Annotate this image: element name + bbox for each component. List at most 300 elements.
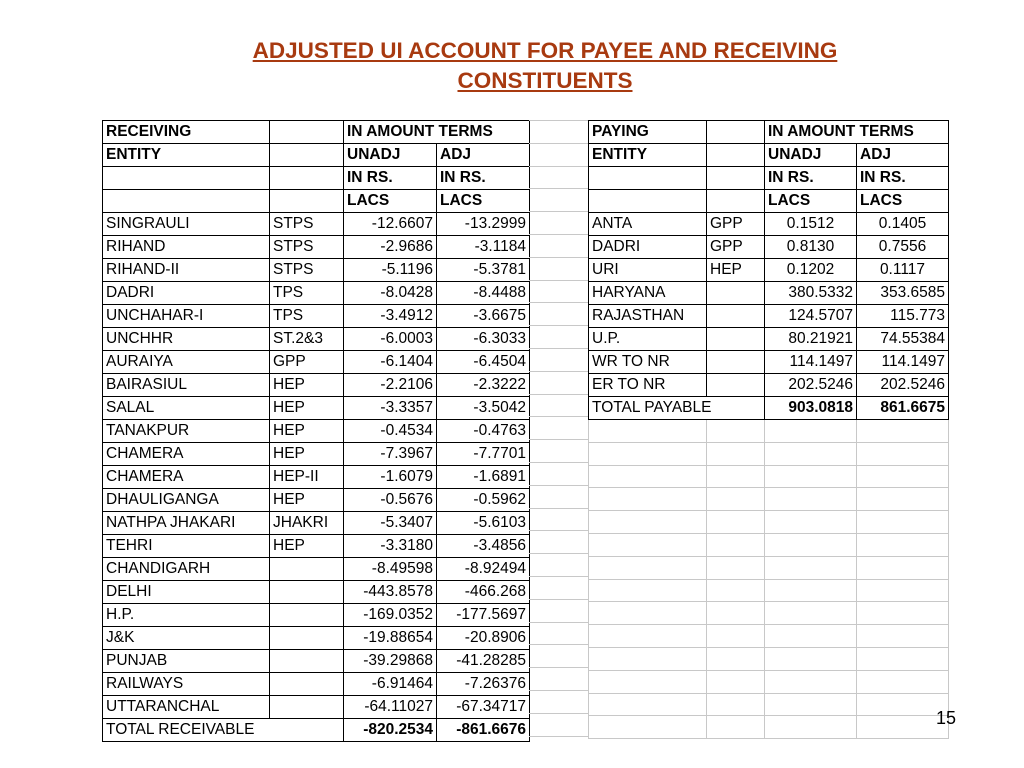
empty-cell xyxy=(589,716,707,739)
gap-row xyxy=(529,645,588,668)
total-adj: -861.6676 xyxy=(437,719,530,742)
type-cell xyxy=(270,673,344,696)
entity-cell: SINGRAULI xyxy=(103,213,270,236)
gap-cell xyxy=(529,668,588,691)
header-row xyxy=(589,190,949,213)
header-cell: LACS xyxy=(765,190,857,213)
gap-cell xyxy=(529,280,588,303)
gap-row xyxy=(529,622,588,645)
gap-row xyxy=(529,668,588,691)
table-row xyxy=(589,213,949,236)
type-cell xyxy=(270,604,344,627)
unadj-cell: -3.3357 xyxy=(344,397,437,420)
gap-column xyxy=(529,120,588,737)
gap-row xyxy=(529,440,588,463)
empty-cell xyxy=(765,442,857,465)
adj-cell: -8.92494 xyxy=(437,558,530,581)
unadj-cell: 80.21921 xyxy=(765,328,857,351)
page-title xyxy=(100,36,990,96)
empty-cell xyxy=(589,420,707,443)
entity-cell: TANAKPUR xyxy=(103,420,270,443)
header-cell: IN AMOUNT TERMS xyxy=(765,121,949,144)
entity-cell: DHAULIGANGA xyxy=(103,489,270,512)
unadj-cell: -3.4912 xyxy=(344,305,437,328)
gap-cell xyxy=(529,371,588,394)
type-cell: HEP xyxy=(270,443,344,466)
table-row xyxy=(589,236,949,259)
gap-cell xyxy=(529,622,588,645)
empty-cell xyxy=(707,625,765,648)
table-row xyxy=(103,512,530,535)
entity-cell: DADRI xyxy=(589,236,707,259)
type-cell xyxy=(270,627,344,650)
header-row xyxy=(589,121,949,144)
gap-row xyxy=(529,599,588,622)
gap-row xyxy=(529,462,588,485)
empty-cell xyxy=(857,465,949,488)
gap-cell xyxy=(529,417,588,440)
empty-cell xyxy=(765,465,857,488)
unadj-cell: -0.5676 xyxy=(344,489,437,512)
type-cell: HEP xyxy=(270,397,344,420)
empty-cell xyxy=(857,647,949,670)
empty-cell xyxy=(707,556,765,579)
empty-cell xyxy=(707,716,765,739)
empty-cell xyxy=(765,579,857,602)
type-cell: HEP xyxy=(270,374,344,397)
adj-cell: -0.4763 xyxy=(437,420,530,443)
adj-cell: 353.6585 xyxy=(857,282,949,305)
gap-cell xyxy=(529,189,588,212)
entity-cell: UNCHAHAR-I xyxy=(103,305,270,328)
entity-cell: RIHAND xyxy=(103,236,270,259)
table-row xyxy=(103,650,530,673)
unadj-cell: 0.1202 xyxy=(765,259,857,282)
paying-table xyxy=(588,120,949,739)
header-row xyxy=(103,121,530,144)
header-cell: ENTITY xyxy=(103,144,270,167)
gap-row xyxy=(529,576,588,599)
table-row xyxy=(103,466,530,489)
table-row xyxy=(103,236,530,259)
header-cell: IN RS. xyxy=(857,167,949,190)
unadj-cell: 202.5246 xyxy=(765,374,857,397)
table-row xyxy=(103,673,530,696)
gap-cell xyxy=(529,599,588,622)
adj-cell: -8.4488 xyxy=(437,282,530,305)
header-cell xyxy=(589,190,707,213)
type-cell xyxy=(707,328,765,351)
empty-cell xyxy=(589,625,707,648)
empty-row xyxy=(589,647,949,670)
gap-cell xyxy=(529,531,588,554)
empty-cell xyxy=(857,533,949,556)
adj-cell: -3.5042 xyxy=(437,397,530,420)
gap-row xyxy=(529,303,588,326)
unadj-cell: -7.3967 xyxy=(344,443,437,466)
empty-cell xyxy=(707,420,765,443)
unadj-cell: 124.5707 xyxy=(765,305,857,328)
adj-cell: 114.1497 xyxy=(857,351,949,374)
type-cell: HEP-II xyxy=(270,466,344,489)
type-cell xyxy=(270,558,344,581)
table-row xyxy=(589,374,949,397)
gap-cell xyxy=(529,508,588,531)
header-cell: UNADJ xyxy=(344,144,437,167)
header-cell: UNADJ xyxy=(765,144,857,167)
gap-row xyxy=(529,326,588,349)
empty-cell xyxy=(589,488,707,511)
empty-row xyxy=(589,670,949,693)
adj-cell: -177.5697 xyxy=(437,604,530,627)
table-row xyxy=(103,259,530,282)
header-cell xyxy=(270,190,344,213)
empty-cell xyxy=(857,442,949,465)
gap-row xyxy=(529,212,588,235)
header-cell xyxy=(270,167,344,190)
gap-cell xyxy=(529,690,588,713)
gap-row xyxy=(529,531,588,554)
empty-cell xyxy=(765,716,857,739)
empty-row xyxy=(589,511,949,534)
adj-cell: 202.5246 xyxy=(857,374,949,397)
gap-row xyxy=(529,121,588,144)
adj-cell: -466.268 xyxy=(437,581,530,604)
gap-row xyxy=(529,143,588,166)
gap-row xyxy=(529,166,588,189)
table-row xyxy=(589,351,949,374)
header-cell xyxy=(707,144,765,167)
unadj-cell: -12.6607 xyxy=(344,213,437,236)
adj-cell: -3.6675 xyxy=(437,305,530,328)
unadj-cell: -8.49598 xyxy=(344,558,437,581)
empty-row xyxy=(589,488,949,511)
empty-cell xyxy=(857,602,949,625)
unadj-cell: -8.0428 xyxy=(344,282,437,305)
table-row xyxy=(103,535,530,558)
entity-cell: DADRI xyxy=(103,282,270,305)
gap-row xyxy=(529,554,588,577)
gap-row xyxy=(529,690,588,713)
total-label: TOTAL PAYABLE xyxy=(589,397,765,420)
gap-cell xyxy=(529,645,588,668)
header-cell: RECEIVING xyxy=(103,121,270,144)
unadj-cell: -19.88654 xyxy=(344,627,437,650)
header-cell xyxy=(103,190,270,213)
empty-cell xyxy=(857,716,949,739)
empty-cell xyxy=(765,602,857,625)
adj-cell: -7.7701 xyxy=(437,443,530,466)
header-cell xyxy=(589,167,707,190)
unadj-cell: -6.1404 xyxy=(344,351,437,374)
gap-row xyxy=(529,417,588,440)
gap-row xyxy=(529,189,588,212)
type-cell xyxy=(270,581,344,604)
empty-cell xyxy=(707,488,765,511)
table-row xyxy=(103,282,530,305)
adj-cell: -0.5962 xyxy=(437,489,530,512)
type-cell: TPS xyxy=(270,305,344,328)
header-cell: ADJ xyxy=(857,144,949,167)
type-cell xyxy=(707,374,765,397)
unadj-cell: -2.9686 xyxy=(344,236,437,259)
type-cell: STPS xyxy=(270,259,344,282)
gap-row xyxy=(529,394,588,417)
total-unadj: 903.0818 xyxy=(765,397,857,420)
gap-row xyxy=(529,280,588,303)
empty-row xyxy=(589,693,949,716)
type-cell xyxy=(707,305,765,328)
gap-cell xyxy=(529,143,588,166)
table-row xyxy=(103,581,530,604)
receiving-table xyxy=(102,120,530,742)
empty-cell xyxy=(589,533,707,556)
gap-cell xyxy=(529,348,588,371)
entity-cell: TEHRI xyxy=(103,535,270,558)
empty-cell xyxy=(857,420,949,443)
empty-cell xyxy=(707,579,765,602)
empty-cell xyxy=(707,602,765,625)
empty-cell xyxy=(589,579,707,602)
unadj-cell: -2.2106 xyxy=(344,374,437,397)
entity-cell: UTTARANCHAL xyxy=(103,696,270,719)
empty-row xyxy=(589,602,949,625)
table-row xyxy=(103,213,530,236)
table-row xyxy=(103,420,530,443)
gap-cell xyxy=(529,576,588,599)
adj-cell: 74.55384 xyxy=(857,328,949,351)
unadj-cell: -39.29868 xyxy=(344,650,437,673)
empty-cell xyxy=(589,556,707,579)
gap-row xyxy=(529,348,588,371)
gap-row xyxy=(529,371,588,394)
unadj-cell: -3.3180 xyxy=(344,535,437,558)
empty-row xyxy=(589,579,949,602)
type-cell xyxy=(707,351,765,374)
total-row xyxy=(589,397,949,420)
table-row xyxy=(103,374,530,397)
entity-cell: RIHAND-II xyxy=(103,259,270,282)
empty-cell xyxy=(765,556,857,579)
unadj-cell: -443.8578 xyxy=(344,581,437,604)
total-adj: 861.6675 xyxy=(857,397,949,420)
gap-cell xyxy=(529,713,588,736)
header-cell: PAYING xyxy=(589,121,707,144)
entity-cell: PUNJAB xyxy=(103,650,270,673)
table-row xyxy=(589,328,949,351)
empty-cell xyxy=(707,533,765,556)
empty-cell xyxy=(857,556,949,579)
gap-cell xyxy=(529,121,588,144)
header-cell xyxy=(707,190,765,213)
empty-cell xyxy=(765,625,857,648)
page-number: 15 xyxy=(936,708,957,728)
entity-cell: U.P. xyxy=(589,328,707,351)
empty-cell xyxy=(765,693,857,716)
adj-cell: -3.4856 xyxy=(437,535,530,558)
header-row xyxy=(589,144,949,167)
gap-row xyxy=(529,713,588,736)
empty-row xyxy=(589,442,949,465)
header-cell: LACS xyxy=(344,190,437,213)
unadj-cell: -64.11027 xyxy=(344,696,437,719)
header-cell: LACS xyxy=(437,190,530,213)
adj-cell: 0.1405 xyxy=(857,213,949,236)
header-cell: IN RS. xyxy=(437,167,530,190)
type-cell: STPS xyxy=(270,213,344,236)
header-cell: LACS xyxy=(857,190,949,213)
empty-cell xyxy=(857,625,949,648)
entity-cell: ANTA xyxy=(589,213,707,236)
gap-cell xyxy=(529,326,588,349)
header-cell: ENTITY xyxy=(589,144,707,167)
header-cell xyxy=(103,167,270,190)
empty-cell xyxy=(589,511,707,534)
type-cell xyxy=(707,282,765,305)
empty-cell xyxy=(857,511,949,534)
empty-cell xyxy=(857,693,949,716)
header-cell xyxy=(270,144,344,167)
header-cell xyxy=(707,167,765,190)
empty-cell xyxy=(707,465,765,488)
adj-cell: -13.2999 xyxy=(437,213,530,236)
table-row xyxy=(103,351,530,374)
entity-cell: CHAMERA xyxy=(103,466,270,489)
entity-cell: UNCHHR xyxy=(103,328,270,351)
table-row xyxy=(103,604,530,627)
entity-cell: CHANDIGARH xyxy=(103,558,270,581)
adj-cell: 115.773 xyxy=(857,305,949,328)
empty-cell xyxy=(589,647,707,670)
adj-cell: -6.4504 xyxy=(437,351,530,374)
unadj-cell: 0.8130 xyxy=(765,236,857,259)
unadj-cell: 114.1497 xyxy=(765,351,857,374)
entity-cell: DELHI xyxy=(103,581,270,604)
gap-row xyxy=(529,485,588,508)
adj-cell: -2.3222 xyxy=(437,374,530,397)
adj-cell: 0.1117 xyxy=(857,259,949,282)
gap-cell xyxy=(529,440,588,463)
type-cell: GPP xyxy=(707,213,765,236)
adj-cell: -3.1184 xyxy=(437,236,530,259)
empty-cell xyxy=(589,442,707,465)
empty-cell xyxy=(857,670,949,693)
type-cell: TPS xyxy=(270,282,344,305)
empty-row xyxy=(589,533,949,556)
entity-cell: WR TO NR xyxy=(589,351,707,374)
type-cell xyxy=(270,696,344,719)
adj-cell: -20.8906 xyxy=(437,627,530,650)
header-row xyxy=(103,167,530,190)
entity-cell: J&K xyxy=(103,627,270,650)
unadj-cell: 380.5332 xyxy=(765,282,857,305)
empty-row xyxy=(589,465,949,488)
header-cell: ADJ xyxy=(437,144,530,167)
table-row xyxy=(589,259,949,282)
header-cell: IN RS. xyxy=(344,167,437,190)
empty-cell xyxy=(589,465,707,488)
empty-cell xyxy=(707,670,765,693)
empty-cell xyxy=(707,693,765,716)
gap-cell xyxy=(529,303,588,326)
unadj-cell: -5.3407 xyxy=(344,512,437,535)
empty-cell xyxy=(707,442,765,465)
entity-cell: CHAMERA xyxy=(103,443,270,466)
gap-cell xyxy=(529,166,588,189)
header-cell xyxy=(707,121,765,144)
adj-cell: -5.6103 xyxy=(437,512,530,535)
gap-cell xyxy=(529,234,588,257)
adj-cell: -6.3033 xyxy=(437,328,530,351)
empty-cell xyxy=(707,511,765,534)
empty-cell xyxy=(589,602,707,625)
unadj-cell: -6.0003 xyxy=(344,328,437,351)
entity-cell: RAJASTHAN xyxy=(589,305,707,328)
empty-cell xyxy=(765,533,857,556)
gap-row xyxy=(529,257,588,280)
total-row xyxy=(103,719,530,742)
gap-cell xyxy=(529,462,588,485)
header-cell xyxy=(270,121,344,144)
adj-cell: -1.6891 xyxy=(437,466,530,489)
empty-cell xyxy=(589,693,707,716)
entity-cell: ER TO NR xyxy=(589,374,707,397)
table-row xyxy=(103,489,530,512)
table-row xyxy=(103,558,530,581)
adj-cell: -7.26376 xyxy=(437,673,530,696)
entity-cell: RAILWAYS xyxy=(103,673,270,696)
type-cell: GPP xyxy=(270,351,344,374)
entity-cell: SALAL xyxy=(103,397,270,420)
table-row xyxy=(589,282,949,305)
unadj-cell: -1.6079 xyxy=(344,466,437,489)
table-row xyxy=(103,305,530,328)
adj-cell: -67.34717 xyxy=(437,696,530,719)
empty-cell xyxy=(765,670,857,693)
empty-cell xyxy=(857,579,949,602)
type-cell: STPS xyxy=(270,236,344,259)
gap-row xyxy=(529,234,588,257)
empty-cell xyxy=(765,420,857,443)
total-unadj: -820.2534 xyxy=(344,719,437,742)
entity-cell: NATHPA JHAKARI xyxy=(103,512,270,535)
type-cell: HEP xyxy=(270,420,344,443)
type-cell: ST.2&3 xyxy=(270,328,344,351)
unadj-cell: -5.1196 xyxy=(344,259,437,282)
header-row xyxy=(103,190,530,213)
table-row xyxy=(103,328,530,351)
table-row xyxy=(103,397,530,420)
entity-cell: BAIRASIUL xyxy=(103,374,270,397)
empty-cell xyxy=(857,488,949,511)
header-cell: IN AMOUNT TERMS xyxy=(344,121,530,144)
title-line-1: ADJUSTED UI ACCOUNT FOR PAYEE AND RECEIVING xyxy=(252,38,838,63)
gap-cell xyxy=(529,257,588,280)
header-row xyxy=(103,144,530,167)
unadj-cell: 0.1512 xyxy=(765,213,857,236)
empty-row xyxy=(589,420,949,443)
empty-cell xyxy=(765,647,857,670)
table-row xyxy=(589,305,949,328)
empty-row xyxy=(589,716,949,739)
type-cell: GPP xyxy=(707,236,765,259)
gap-cell xyxy=(529,554,588,577)
table-row xyxy=(103,627,530,650)
adj-cell: -5.3781 xyxy=(437,259,530,282)
header-row xyxy=(589,167,949,190)
entity-cell: H.P. xyxy=(103,604,270,627)
gap-row xyxy=(529,508,588,531)
